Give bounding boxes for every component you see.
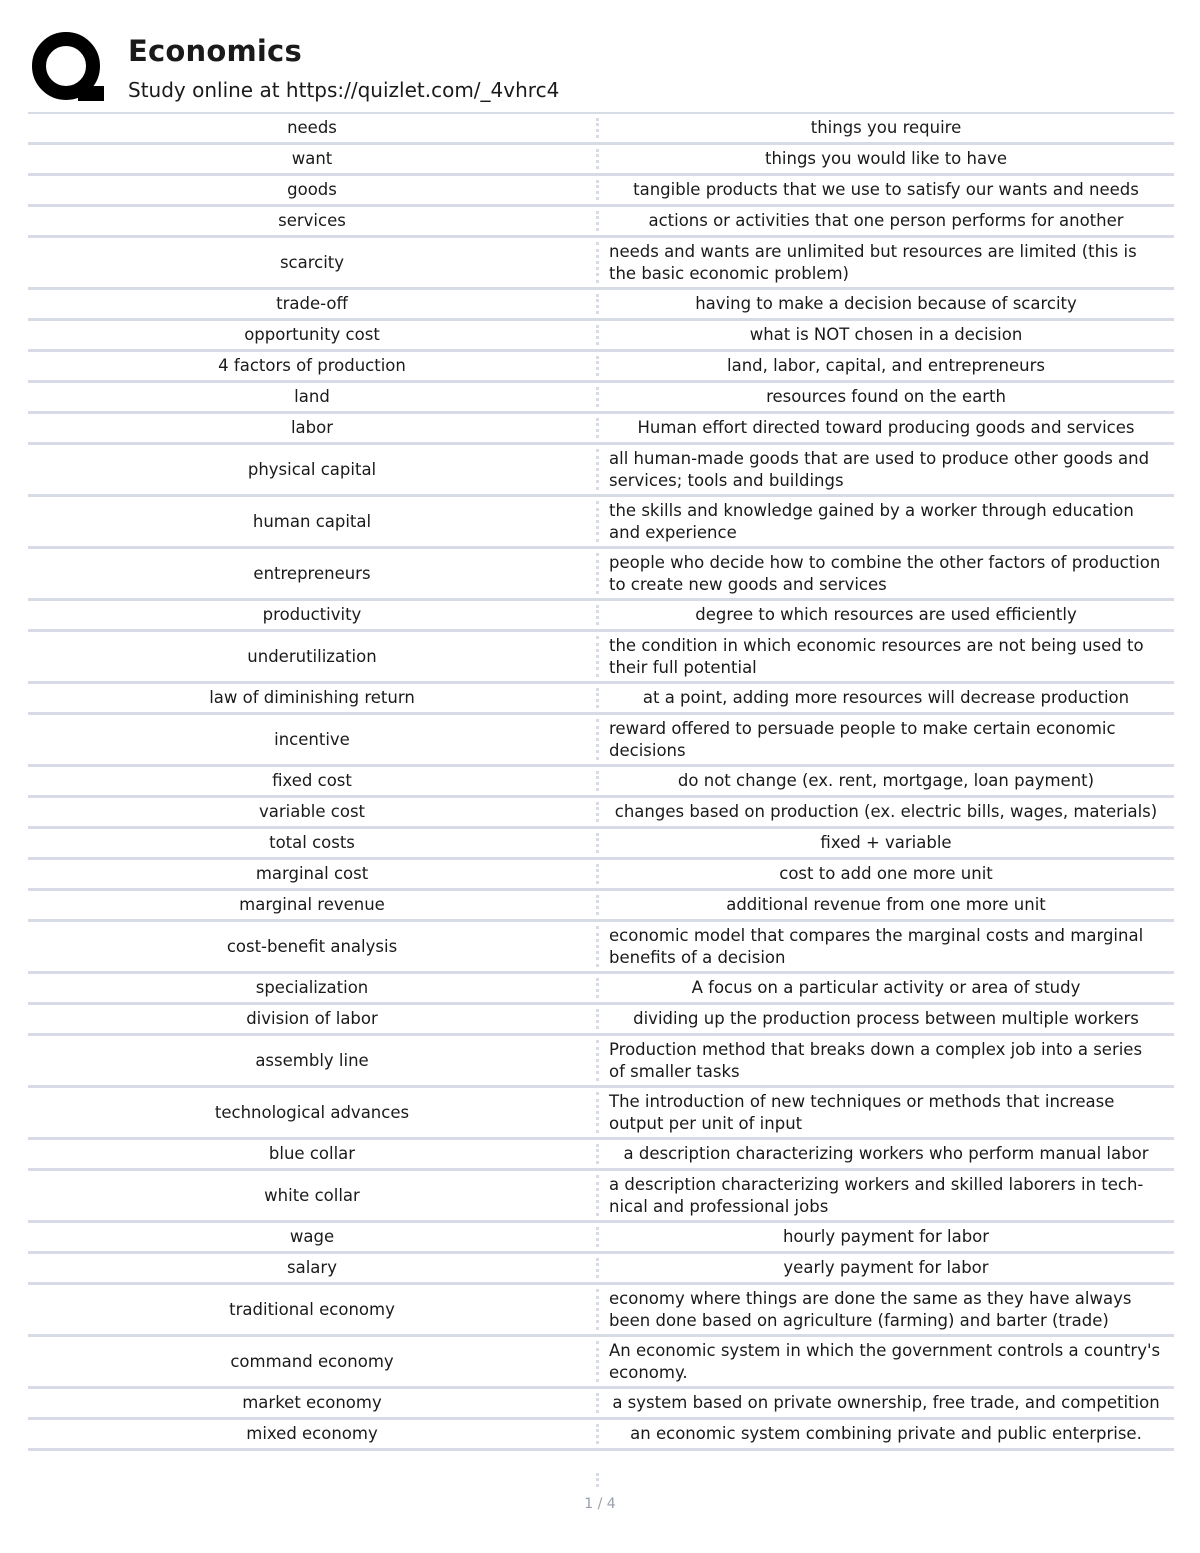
definition-cell: reward offered to persuade people to make certain economic decisions: [609, 718, 1116, 760]
term-cell: entrepreneurs: [253, 563, 371, 583]
table-row: [28, 145, 1174, 176]
table-row: [28, 383, 1174, 414]
definition-cell: what is NOT chosen in a decision: [749, 325, 1023, 344]
column-separator: [596, 149, 603, 169]
table-row: [28, 497, 1174, 549]
definition-cell: economy where things are done the same as they have always been done based on agriculture (farming) and barter (trade): [609, 1288, 1132, 1330]
term-cell: technological advances: [214, 1102, 410, 1122]
column-separator: [596, 1144, 603, 1164]
column-separator: [596, 895, 603, 915]
definition-cell: Production method that breaks down a complex job into a series of smaller tasks: [609, 1039, 1143, 1081]
table-row: [28, 1285, 1174, 1337]
column-separator: [596, 501, 603, 542]
column-separator: [596, 833, 603, 853]
definition-cell: additional revenue from one more unit: [726, 895, 1046, 914]
term-cell: labor: [290, 418, 334, 438]
definition-cell: economic model that compares the marginal costs and marginal benefits of a decision: [609, 925, 1144, 967]
term-cell: 4 factors of production: [218, 356, 406, 376]
column-separator: [596, 771, 603, 791]
column-separator: [596, 1009, 603, 1029]
definition-cell: things you require: [810, 118, 962, 137]
definition-cell: yearly payment for labor: [783, 1258, 989, 1277]
table-row: [28, 238, 1174, 290]
column-separator: [596, 387, 603, 407]
column-separator: [596, 1393, 603, 1413]
column-separator: [596, 294, 603, 314]
definition-cell: actions or activities that one person performs for another: [648, 211, 1124, 230]
definition-cell: an economic system combining private and public enterprise.: [630, 1424, 1142, 1443]
term-cell: human capital: [252, 511, 372, 531]
definition-cell: a description characterizing workers and skilled laborers in tech- nical and professional jobs: [609, 1174, 1144, 1216]
definition-cell: fixed + variable: [820, 833, 952, 852]
term-cell: services: [278, 211, 346, 231]
column-separator-tail: [596, 1473, 599, 1487]
column-separator: [596, 211, 603, 231]
quizlet-logo-icon: [30, 30, 108, 108]
term-cell: marginal revenue: [239, 895, 385, 915]
column-separator: [596, 325, 603, 345]
definition-cell: the condition in which economic resources are not being used to their full potential: [609, 635, 1144, 677]
definition-cell: Human effort directed toward producing goods and services: [637, 418, 1135, 437]
table-row: [28, 601, 1174, 632]
definition-cell: dividing up the production process between multiple workers: [633, 1009, 1139, 1028]
term-cell: wage: [289, 1227, 335, 1247]
term-cell: fixed cost: [272, 771, 352, 791]
definition-cell: the skills and knowledge gained by a worker through education and experience: [609, 500, 1134, 542]
page-number: 1 / 4: [584, 1496, 616, 1512]
column-separator: [596, 864, 603, 884]
definition-cell: An economic system in which the government controls a country's economy.: [609, 1340, 1161, 1382]
column-separator: [596, 1258, 603, 1278]
header: [28, 28, 1178, 108]
term-cell: land: [294, 387, 330, 407]
definition-cell: A focus on a particular activity or area of study: [691, 978, 1081, 997]
column-separator: [596, 605, 603, 625]
table-row: [28, 1389, 1174, 1420]
table-row: [28, 1171, 1174, 1223]
term-cell: variable cost: [258, 802, 366, 822]
definition-cell: at a point, adding more resources will decrease production: [642, 688, 1130, 707]
table-row: [28, 1036, 1174, 1088]
table-row: [28, 321, 1174, 352]
term-cell: market economy: [242, 1393, 382, 1413]
table-row: [28, 684, 1174, 715]
column-separator: [596, 978, 603, 998]
table-row: [28, 829, 1174, 860]
definition-cell: The introduction of new techniques or methods that increase output per unit of input: [609, 1091, 1115, 1133]
table-row: [28, 207, 1174, 238]
definition-cell: a description characterizing workers who perform manual labor: [623, 1144, 1149, 1163]
table-row: [28, 1088, 1174, 1140]
definition-cell: tangible products that we use to satisfy our wants and needs: [633, 180, 1139, 199]
table-row: [28, 632, 1174, 684]
flashcard-table: [28, 112, 1174, 1451]
term-cell: goods: [287, 180, 337, 200]
page-title: Economics: [128, 34, 302, 68]
term-cell: law of diminishing return: [209, 688, 415, 708]
definition-cell: having to make a decision because of scarcity: [695, 294, 1077, 313]
term-cell: cost-benefit analysis: [226, 936, 398, 956]
definition-cell: a system based on private ownership, free trade, and competition: [612, 1393, 1160, 1412]
column-separator: [596, 1289, 603, 1330]
table-row: [28, 445, 1174, 497]
table-row: [28, 1223, 1174, 1254]
table-row: [28, 290, 1174, 321]
table-row: [28, 767, 1174, 798]
column-separator: [596, 553, 603, 594]
term-cell: total costs: [269, 833, 355, 853]
definition-cell: degree to which resources are used efficiently: [695, 605, 1077, 624]
definition-cell: people who decide how to combine the other factors of production to create new goods and services: [609, 552, 1161, 594]
definition-cell: hourly payment for labor: [782, 1227, 990, 1246]
column-separator: [596, 449, 603, 490]
column-separator: [596, 118, 603, 138]
term-cell: marginal cost: [255, 864, 369, 884]
term-cell: needs: [287, 118, 337, 138]
table-row: [28, 974, 1174, 1005]
definition-cell: land, labor, capital, and entrepreneurs: [727, 356, 1045, 375]
definition-cell: things you would like to have: [764, 149, 1008, 168]
column-separator: [596, 719, 603, 760]
table-row: [28, 1254, 1174, 1285]
term-cell: specialization: [255, 978, 369, 998]
definition-cell: all human-made goods that are used to produce other goods and services; tools and buildings: [609, 448, 1150, 490]
term-cell: incentive: [274, 729, 350, 749]
term-cell: trade-off: [276, 294, 348, 314]
table-row: [28, 352, 1174, 383]
term-cell: assembly line: [255, 1050, 369, 1070]
term-cell: physical capital: [247, 459, 377, 479]
term-cell: traditional economy: [229, 1299, 395, 1319]
definition-cell: needs and wants are unlimited but resources are limited (this is the basic economic problem): [609, 241, 1137, 283]
column-separator: [596, 802, 603, 822]
table-row: [28, 860, 1174, 891]
table-row: [28, 1337, 1174, 1389]
term-cell: blue collar: [268, 1144, 356, 1164]
term-cell: salary: [287, 1258, 337, 1278]
column-separator: [596, 418, 603, 438]
table-row: [28, 176, 1174, 207]
table-row: [28, 549, 1174, 601]
term-cell: productivity: [262, 605, 362, 625]
column-separator: [596, 688, 603, 708]
term-cell: white collar: [264, 1185, 360, 1205]
term-cell: command economy: [230, 1351, 394, 1371]
definition-cell: changes based on production (ex. electric bills, wages, materials): [614, 802, 1158, 821]
table-row: [28, 1005, 1174, 1036]
term-cell: mixed economy: [246, 1424, 378, 1444]
column-separator: [596, 242, 603, 283]
table-row: [28, 1140, 1174, 1171]
column-separator: [596, 1341, 603, 1382]
definition-cell: cost to add one more unit: [779, 864, 993, 883]
table-row: [28, 1420, 1174, 1451]
column-separator: [596, 1227, 603, 1247]
column-separator: [596, 356, 603, 376]
column-separator: [596, 1175, 603, 1216]
table-row: [28, 798, 1174, 829]
term-cell: want: [291, 149, 333, 169]
table-row: [28, 891, 1174, 922]
table-row: [28, 114, 1174, 145]
study-link-text: Study online at https://quizlet.com/_4vhrc4: [128, 78, 560, 102]
term-cell: underutilization: [247, 646, 377, 666]
column-separator: [596, 926, 603, 967]
table-row: [28, 715, 1174, 767]
column-separator: [596, 1092, 603, 1133]
column-separator: [596, 1040, 603, 1081]
column-separator: [596, 1424, 603, 1444]
column-separator: [596, 636, 603, 677]
table-row: [28, 922, 1174, 974]
column-separator: [596, 180, 603, 200]
term-cell: division of labor: [246, 1009, 378, 1029]
term-cell: scarcity: [279, 252, 345, 272]
table-row: [28, 414, 1174, 445]
definition-cell: do not change (ex. rent, mortgage, loan payment): [677, 771, 1095, 790]
definition-cell: resources found on the earth: [766, 387, 1006, 406]
term-cell: opportunity cost: [244, 325, 380, 345]
